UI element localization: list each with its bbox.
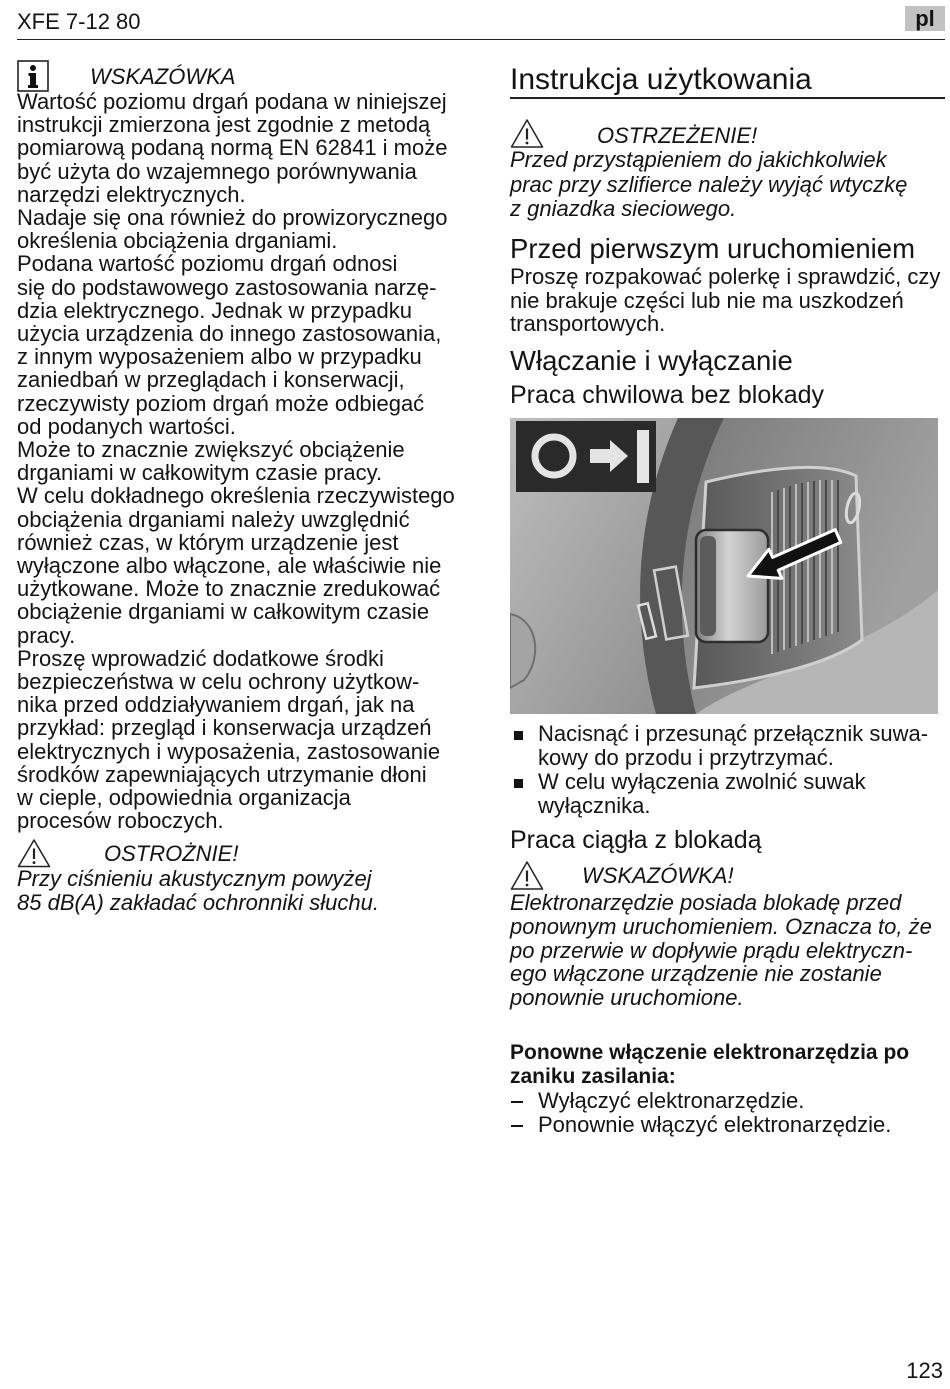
text-line: Przy ciśnieniu akustycznym powyżej — [17, 866, 372, 891]
caution-text — [17, 867, 379, 915]
text-line: ponownym uruchomieniem. Oznacza to, że — [510, 913, 932, 939]
bullet-marker — [514, 779, 523, 788]
text-line: z gniazdka sieciowego. — [510, 196, 737, 221]
on-bar-icon — [637, 430, 649, 483]
on-off-symbol-box — [516, 421, 656, 492]
text-line: pomiarową podaną normą EN 62841 i może — [17, 135, 448, 161]
list-item: Wyłączyć elektronarzędzie. — [538, 1088, 805, 1113]
note-title: WSKAZÓWKA — [90, 64, 236, 89]
text-line: Wartość poziomu drgań podana w niniejszej — [17, 89, 447, 114]
text-line: Nadaje się ona również do prowizorycznego — [17, 205, 448, 231]
text-line: zaniedbań w przeglądach i konserwacji, — [17, 367, 405, 393]
restart-heading — [510, 1041, 909, 1089]
warning-text — [510, 148, 907, 222]
text-line: Proszę rozpakować polerkę i sprawdzić, czy — [510, 264, 941, 289]
text-line: zaniku zasilania: — [510, 1065, 676, 1088]
text-line: pracy. — [17, 622, 76, 648]
text-line: wyłączone albo włączone, ale właściwie nie — [17, 553, 442, 579]
text-line: narzędzi elektrycznych. — [17, 181, 246, 207]
switching-heading: Włączanie i wyłączanie — [510, 345, 793, 376]
heading-underline — [510, 97, 945, 99]
text-line: środków zapewniających utrzymanie dłoni — [17, 761, 427, 787]
text-line: transportowych. — [510, 311, 666, 336]
text-line: ponownie uruchomione. — [510, 985, 744, 1010]
text-line: W celu dokładnego określenia rzeczywistego — [17, 483, 455, 509]
dash-marker — [511, 1125, 523, 1127]
text-line: po przerwie w dopływie prądu elektryczn- — [510, 937, 913, 963]
momentary-heading: Praca chwilowa bez blokady — [510, 381, 825, 409]
text-line: rzeczywisty poziom drgań może odbiegać — [17, 390, 425, 416]
text-line: procesów roboczych. — [17, 808, 224, 834]
slide-switch — [696, 530, 768, 642]
page-number: 123 — [906, 1358, 943, 1383]
header-divider — [17, 39, 945, 40]
switch-illustration — [510, 418, 938, 714]
text-line: obciążenia drganiami należy uwzględnić — [17, 506, 410, 532]
info-icon — [17, 60, 49, 92]
text-line: w cieple, odpowiednia organizacja — [17, 785, 351, 811]
warning-triangle-icon — [510, 860, 544, 891]
text-line: 85 dB(A) zakładać ochronniki słuchu. — [17, 890, 379, 915]
text-line: kowy do przodu i przytrzymać. — [538, 745, 834, 770]
text-line: użytkowane. Może to znacznie zredukować — [17, 576, 441, 602]
note-title: WSKAZÓWKA! — [582, 863, 734, 888]
text-line: bezpieczeństwa w celu ochrony użytkow- — [17, 669, 420, 695]
bullet-marker — [514, 731, 523, 740]
text-line: przykład: przegląd i konserwacja urządzeń — [17, 715, 432, 741]
text-line: Podana wartość poziomu drgań odnosi — [17, 251, 398, 277]
text-line: Proszę wprowadzić dodatkowe środki — [17, 645, 384, 671]
warning-triangle-icon — [17, 838, 51, 868]
section-heading: Instrukcja użytkowania — [510, 63, 812, 96]
text-line: drganiami w całkowitym czasie pracy. — [17, 460, 383, 486]
text-line: W celu wyłączenia zwolnić suwak — [538, 769, 866, 794]
text-line: również czas, w którym urządzenie jest — [17, 529, 399, 555]
text-line: być użyta do wzajemnego porównywania — [17, 158, 417, 184]
text-line: Przed przystąpieniem do jakichkolwiek — [510, 147, 887, 172]
text-line: z innym wyposażeniem albo w przypadku — [17, 344, 422, 370]
warning-title: OSTRZEŻENIE! — [597, 123, 758, 148]
list-item: Ponownie włączyć elektronarzędzie. — [538, 1112, 892, 1137]
model-name: XFE 7-12 80 — [17, 9, 141, 34]
first-use-heading: Przed pierwszym uruchomieniem — [510, 233, 915, 264]
restart-lock-note — [510, 891, 932, 1010]
warning-triangle-icon — [510, 118, 544, 149]
list-item — [538, 722, 928, 770]
continuous-heading: Praca ciągła z blokadą — [510, 826, 762, 854]
text-line: nie brakuje części lub nie ma uszkodzeń — [510, 287, 904, 313]
text-line: Może to znacznie zwiększyć obciążenie — [17, 437, 405, 463]
text-line: się do podstawowego zastosowania narzę- — [17, 274, 437, 300]
list-item — [538, 770, 866, 818]
caution-title: OSTROŻNIE! — [104, 841, 239, 866]
text-line: ego włączone urządzenie nie zostanie — [510, 961, 882, 987]
first-use-text — [510, 265, 940, 336]
text-line: Ponowne włączenie elektronarzędzia po — [510, 1041, 910, 1064]
text-line: obciążenie drganiami w całkowitym czasie — [17, 599, 430, 625]
text-line: instrukcji zmierzona jest zgodnie z metodą — [17, 112, 431, 138]
text-line: elektrycznych i wyposażenia, zastosowanie — [17, 738, 441, 764]
dash-marker — [511, 1101, 523, 1103]
text-line: prac przy szlifierce należy wyjąć wtyczkę — [510, 171, 908, 197]
text-line: Elektronarzędzie posiada blokadę przed — [510, 890, 902, 915]
text-line: określenia obciążenia drganiami. — [17, 228, 338, 254]
note-text — [17, 90, 455, 833]
text-line: wyłącznika. — [538, 793, 651, 818]
language-badge: pl — [905, 6, 945, 31]
text-line: Nacisnąć i przesunąć przełącznik suwa- — [538, 721, 929, 746]
text-line: użycia urządzenia do innego zastosowania, — [17, 321, 442, 347]
text-line: od podanych wartości. — [17, 413, 236, 439]
text-line: dzia elektrycznego. Jednak w przypadku — [17, 297, 412, 323]
text-line: nika przed oddziaływaniem drgań, jak na — [17, 692, 415, 718]
